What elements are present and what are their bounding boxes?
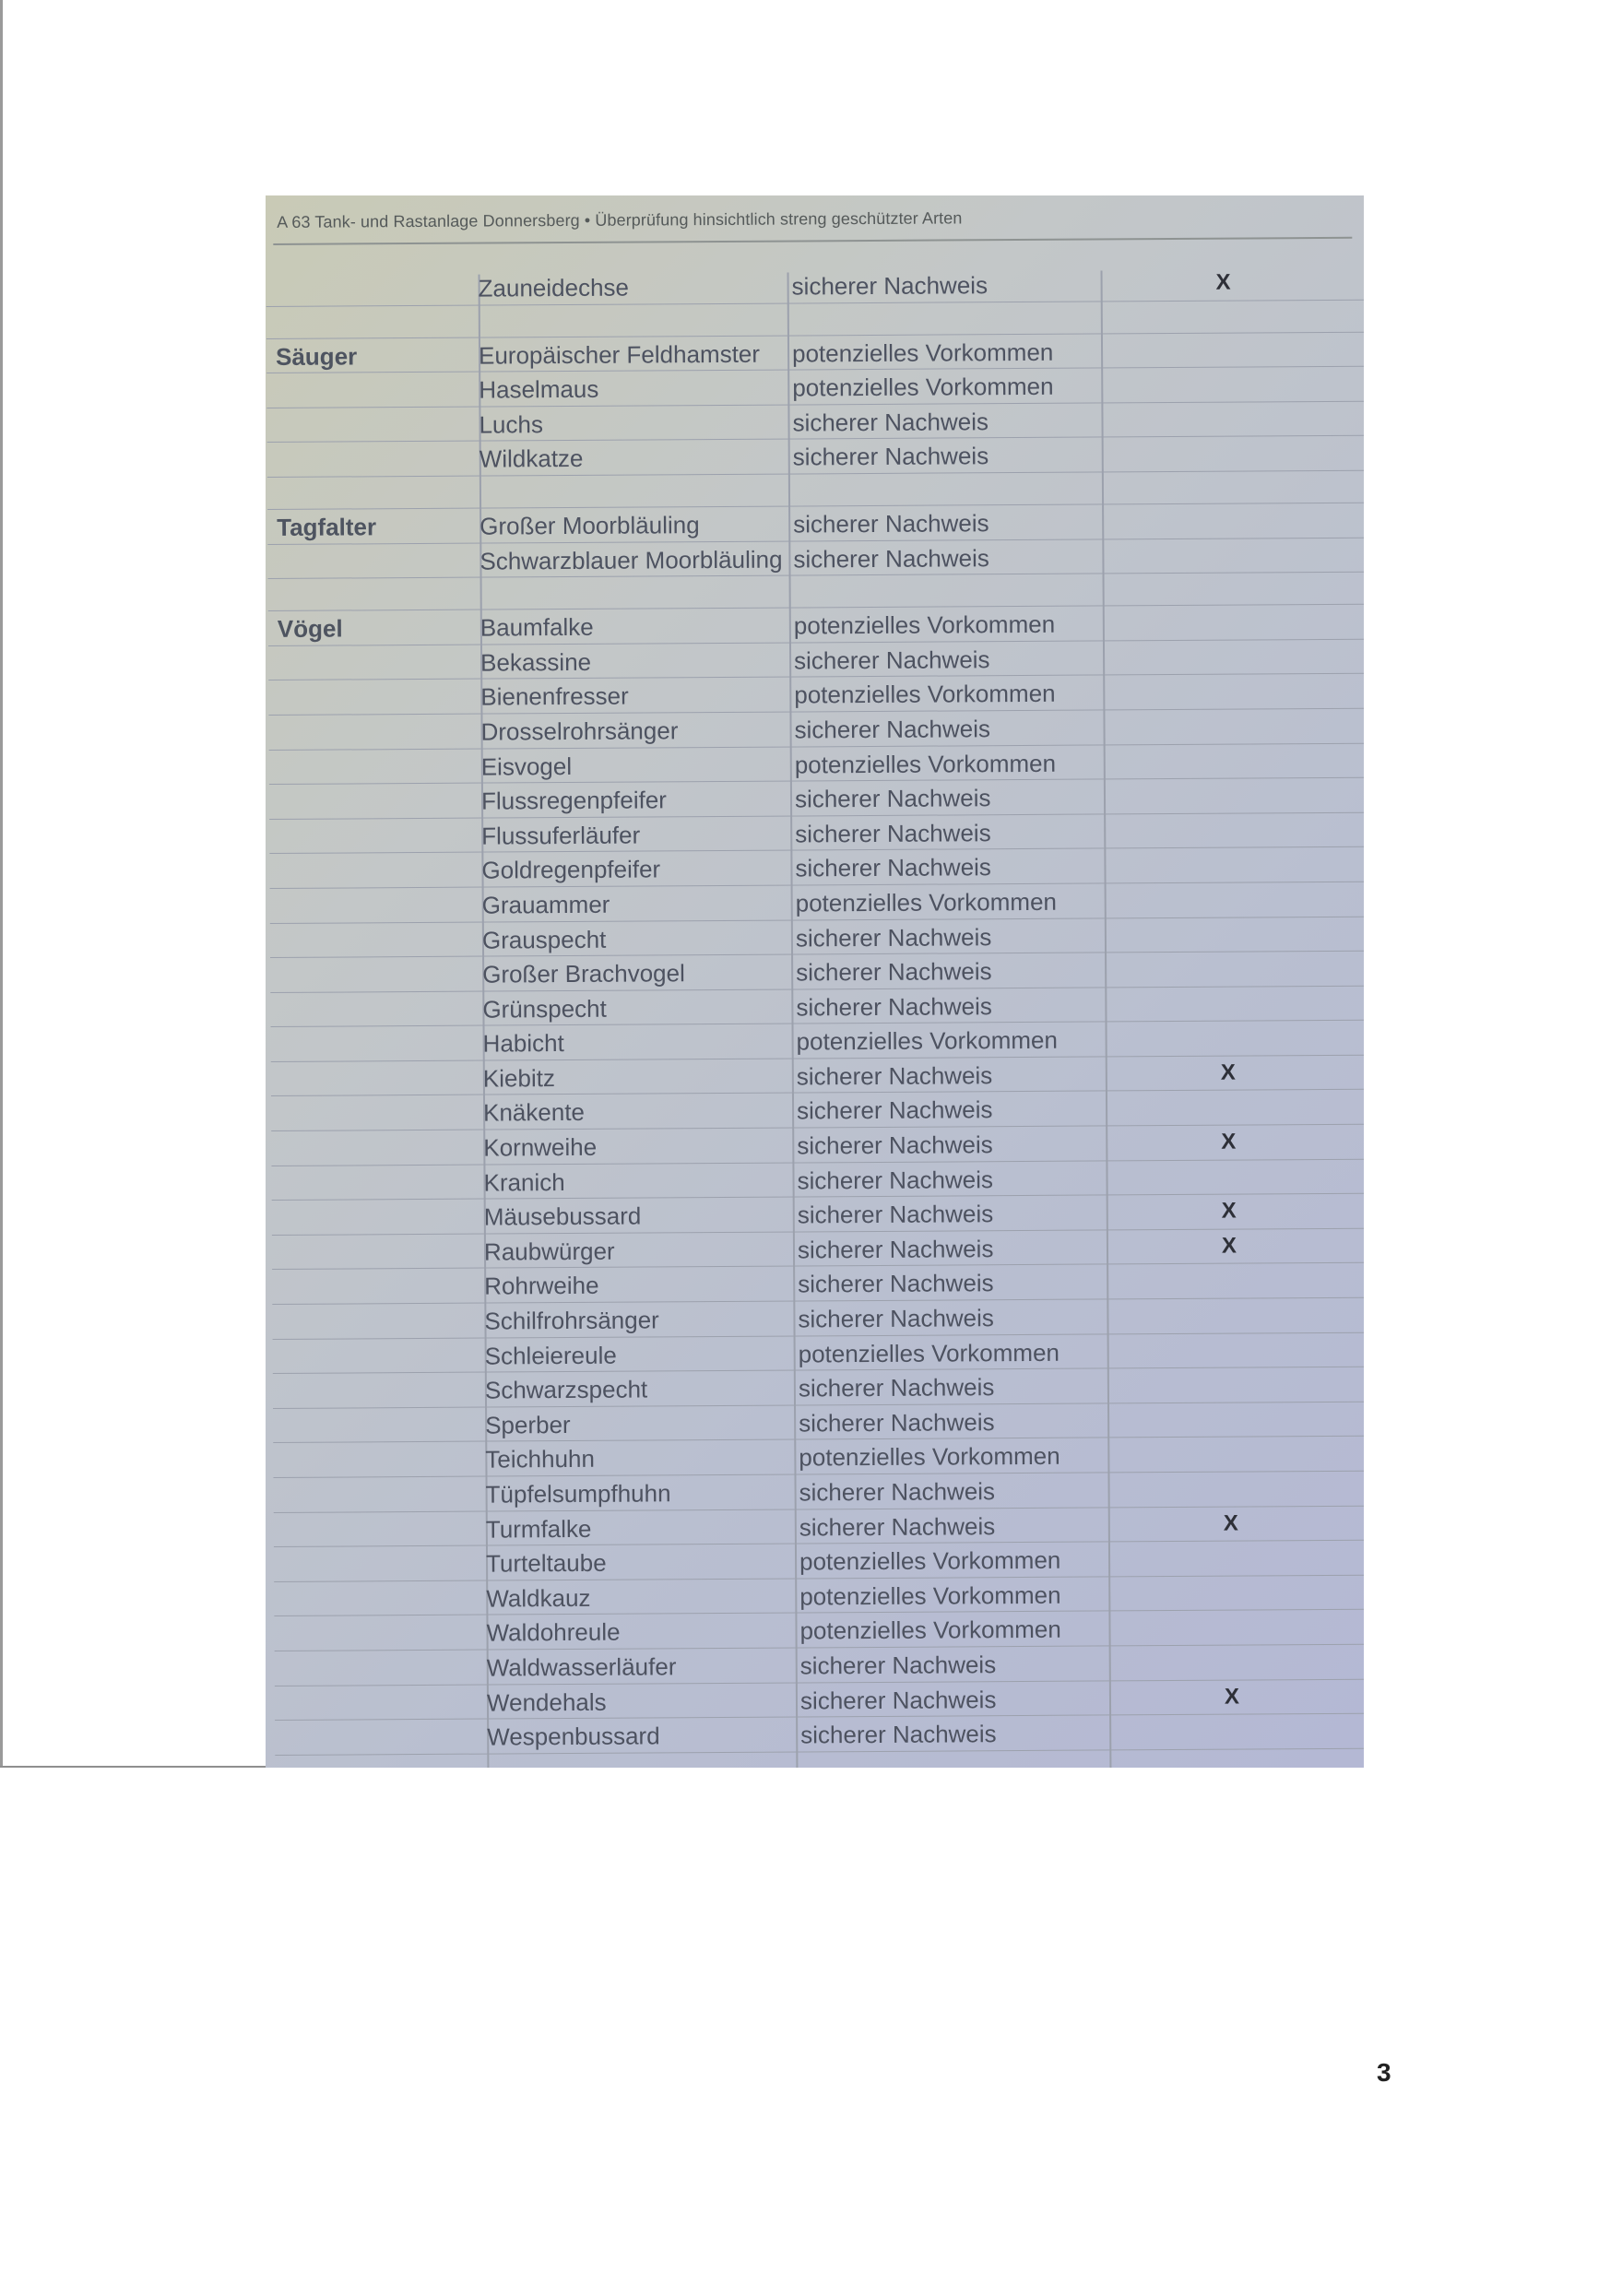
scanned-photo: [266, 195, 1364, 1768]
status-cell: sicherer Nachweis: [798, 1269, 994, 1298]
species-name: Eisvogel: [480, 752, 573, 781]
mark-cell: X: [1221, 1129, 1237, 1154]
species-name: Tüpfelsumpfhuhn: [485, 1479, 671, 1509]
species-name: Schilfrohrsänger: [484, 1306, 659, 1335]
status-cell: sicherer Nachweis: [794, 715, 991, 744]
species-name: Wespenbussard: [487, 1722, 660, 1751]
page-bottom-edge: [0, 1766, 266, 1768]
status-cell: sicherer Nachweis: [800, 1720, 997, 1749]
status-cell: potenzielles Vorkommen: [799, 1615, 1061, 1645]
table-row: [275, 1714, 1364, 1756]
status-cell: sicherer Nachweis: [793, 509, 989, 538]
species-name: Baumfalke: [479, 612, 594, 642]
status-cell: sicherer Nachweis: [796, 957, 992, 987]
status-cell: sicherer Nachweis: [791, 271, 989, 301]
species-table: [266, 266, 1364, 1756]
status-cell: sicherer Nachweis: [797, 1130, 993, 1160]
mark-cell: X: [1221, 1198, 1237, 1224]
header-rule: [273, 237, 1352, 245]
species-name: Turmfalke: [485, 1514, 592, 1544]
mark-cell: X: [1223, 1510, 1238, 1536]
species-name: Habicht: [482, 1029, 564, 1058]
species-name: Luchs: [479, 409, 544, 439]
status-cell: sicherer Nachweis: [794, 784, 991, 813]
species-name: Kornweihe: [483, 1132, 598, 1162]
status-cell: potenzielles Vorkommen: [796, 1026, 1058, 1056]
species-name: Turteltaube: [485, 1548, 607, 1578]
species-name: Kranich: [483, 1167, 565, 1197]
status-cell: potenzielles Vorkommen: [799, 1442, 1060, 1472]
status-cell: sicherer Nachweis: [796, 991, 992, 1022]
status-cell: sicherer Nachweis: [795, 818, 991, 848]
status-cell: sicherer Nachweis: [793, 645, 990, 675]
species-name: Zauneidechse: [478, 273, 630, 302]
species-name: Sperber: [485, 1410, 571, 1439]
status-cell: sicherer Nachweis: [798, 1373, 995, 1402]
status-cell: potenzielles Vorkommen: [793, 610, 1056, 640]
page-number: 3: [1377, 2058, 1391, 2087]
status-cell: sicherer Nachweis: [799, 1685, 997, 1715]
status-cell: sicherer Nachweis: [797, 1165, 994, 1195]
status-cell: sicherer Nachweis: [799, 1408, 995, 1438]
status-cell: sicherer Nachweis: [799, 1651, 997, 1680]
group-label: Tagfalter: [277, 513, 377, 541]
status-cell: sicherer Nachweis: [795, 853, 991, 882]
species-name: Goldregenpfeifer: [481, 855, 661, 884]
species-name: Waldkauz: [486, 1583, 591, 1613]
status-cell: potenzielles Vorkommen: [794, 749, 1057, 779]
status-cell: sicherer Nachweis: [799, 1477, 996, 1507]
species-name: Wendehals: [486, 1687, 607, 1717]
status-cell: sicherer Nachweis: [798, 1304, 994, 1333]
mark-cell: X: [1224, 1684, 1240, 1710]
species-name: Flussregenpfeifer: [480, 786, 667, 815]
species-name: Flussuferläufer: [481, 821, 641, 850]
species-name: Waldwasserläufer: [486, 1652, 677, 1682]
species-name: Schleiereule: [484, 1341, 617, 1370]
photo-content: [266, 195, 1364, 1768]
mark-cell: X: [1215, 269, 1231, 295]
status-cell: sicherer Nachweis: [795, 922, 992, 953]
page-left-edge: [0, 0, 3, 1768]
species-name: Raubwürger: [483, 1237, 615, 1266]
species-name: Drosselrohrsänger: [480, 716, 679, 746]
species-name: Grauspecht: [481, 925, 607, 954]
group-label: Säuger: [275, 341, 358, 371]
species-name: Wildkatze: [479, 444, 584, 473]
species-name: Großer Brachvogel: [482, 959, 685, 988]
species-name: Knäkente: [482, 1098, 586, 1128]
group-label: Vögel: [277, 614, 343, 644]
status-cell: sicherer Nachweis: [796, 1095, 993, 1125]
species-name: Schwarzblauer Moorbläuling: [479, 545, 783, 575]
species-name: Mäusebussard: [483, 1201, 642, 1231]
species-name: Schwarzspecht: [484, 1375, 648, 1404]
species-name: Bienenfresser: [480, 681, 629, 711]
status-cell: potenzielles Vorkommen: [799, 1580, 1061, 1611]
species-name: Kiebitz: [482, 1063, 555, 1093]
species-name: Europäischer Feldhamster: [478, 339, 761, 370]
status-cell: sicherer Nachweis: [797, 1200, 994, 1229]
status-cell: potenzielles Vorkommen: [792, 372, 1054, 402]
document-header: A 63 Tank- und Rastanlage Donnersberg • Überprüfung hinsichtlich streng geschützter Arten: [277, 208, 963, 231]
mark-cell: X: [1221, 1233, 1237, 1259]
status-cell: sicherer Nachweis: [799, 1511, 996, 1542]
status-cell: potenzielles Vorkommen: [791, 337, 1054, 368]
status-cell: sicherer Nachweis: [797, 1235, 994, 1264]
species-name: Grünspecht: [482, 994, 607, 1024]
status-cell: potenzielles Vorkommen: [795, 887, 1058, 917]
status-cell: potenzielles Vorkommen: [794, 680, 1056, 709]
species-name: Bekassine: [480, 647, 592, 677]
status-cell: potenzielles Vorkommen: [799, 1545, 1061, 1576]
mark-cell: X: [1220, 1059, 1236, 1085]
status-cell: sicherer Nachweis: [796, 1061, 993, 1091]
status-cell: potenzielles Vorkommen: [798, 1338, 1060, 1368]
species-name: Haselmaus: [479, 374, 599, 404]
status-cell: sicherer Nachweis: [793, 543, 989, 574]
status-cell: sicherer Nachweis: [792, 442, 989, 471]
species-name: Rohrweihe: [484, 1272, 599, 1301]
species-name: Waldohreule: [486, 1618, 621, 1647]
species-name: Grauammer: [481, 890, 610, 919]
species-name: Großer Moorbläuling: [479, 511, 700, 540]
status-cell: sicherer Nachweis: [792, 407, 989, 437]
species-name: Teichhuhn: [485, 1445, 596, 1473]
